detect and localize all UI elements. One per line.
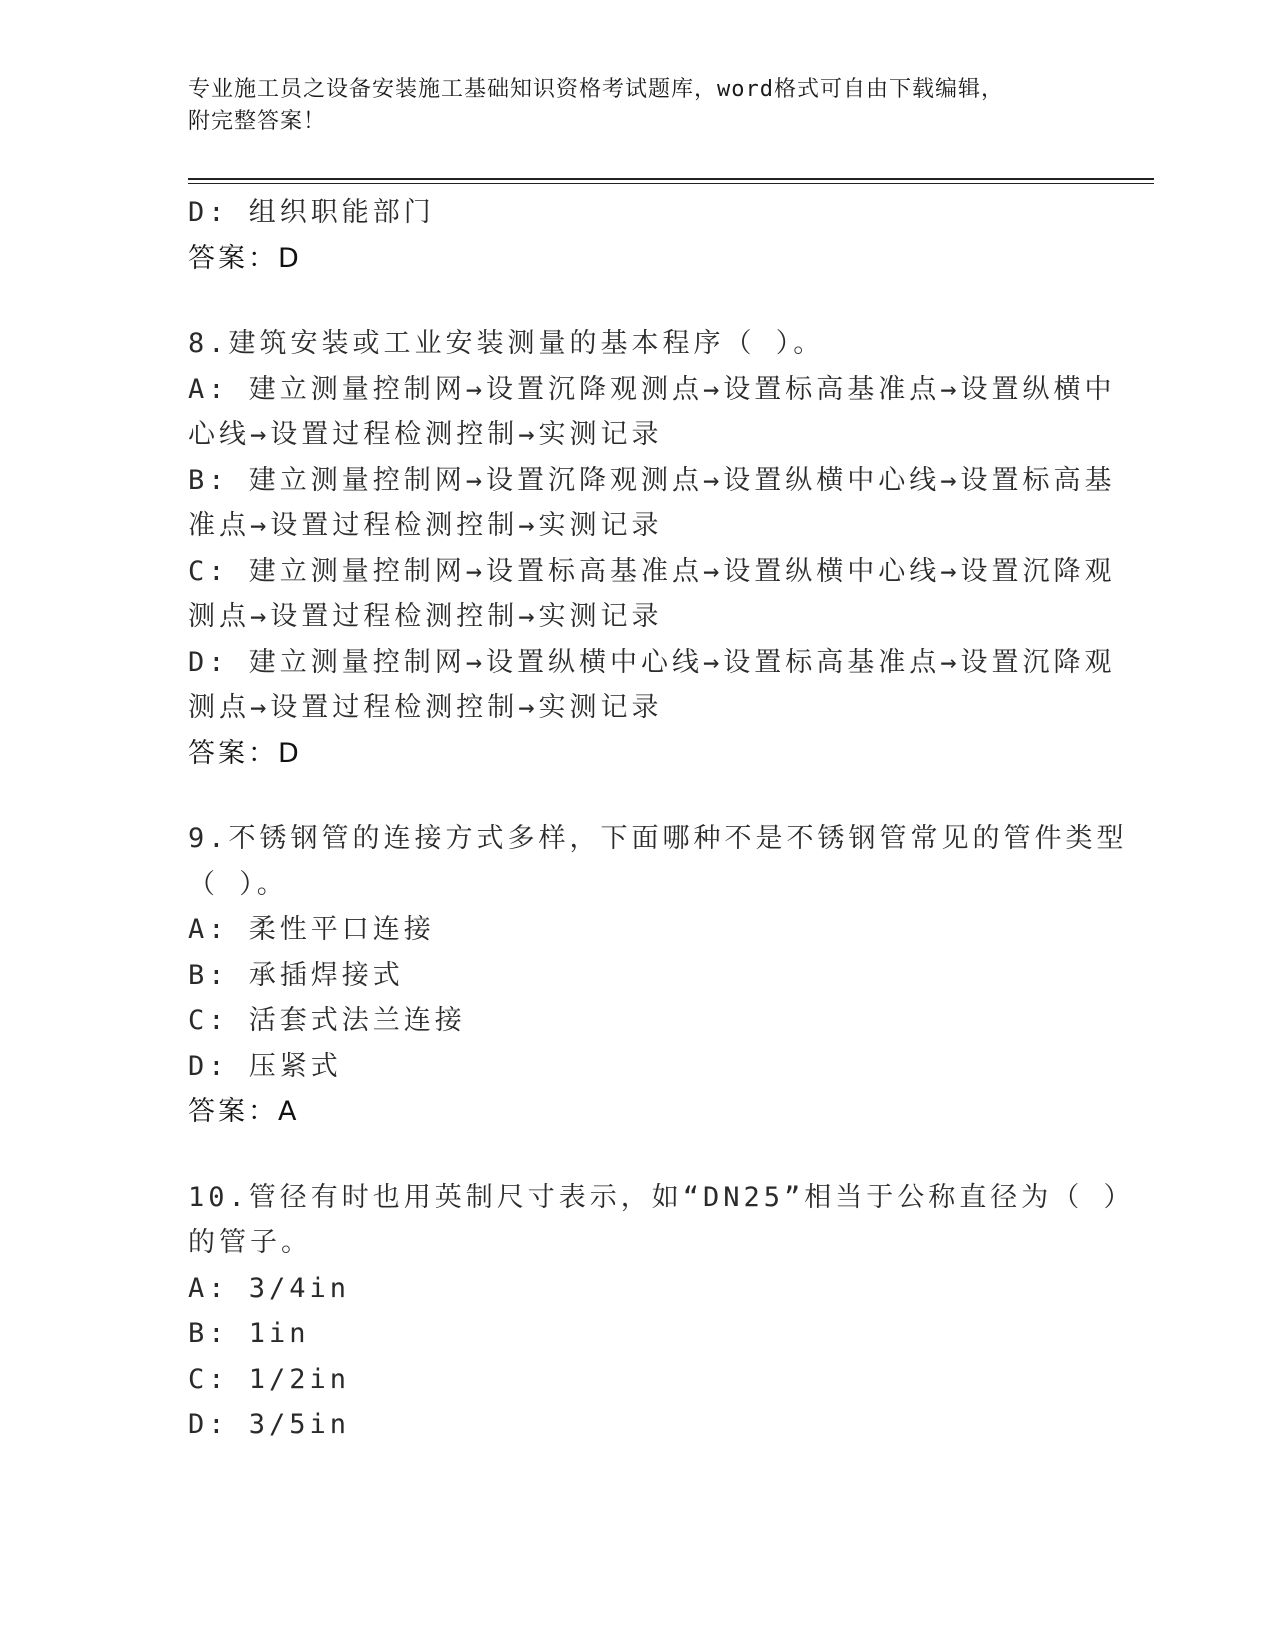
q9-option-d: D: 压紧式 [188,1050,342,1082]
q10-option-c: C: 1/2in [188,1363,351,1395]
header-divider-thin [188,183,1154,184]
q10-option-a: A: 3/4in [188,1272,351,1304]
spacer [188,1135,1088,1175]
q9-option-b: B: 承插焊接式 [188,959,404,991]
header-line-2: 附完整答案！ [188,109,327,134]
q10-option-b: B: 1in [188,1318,310,1349]
q9-option-c: C: 活套式法兰连接 [188,1005,466,1036]
question-10 [188,1175,1135,1448]
q8-option-d-line-1: D: 建立测量控制网→设置纵横中心线→设置标高基准点→设置沉降观 [188,646,1116,678]
q7-answer: 答案：D [188,242,302,274]
document-header [188,74,1068,138]
q8-option-a-line-2: 心线→设置过程检测控制→实测记录 [188,419,663,450]
q8-option-c-line-1: C: 建立测量控制网→设置标高基准点→设置纵横中心线→设置沉降观 [188,555,1116,587]
q8-option-b-line-1: B: 建立测量控制网→设置沉降观测点→设置纵横中心线→设置标高基 [188,464,1116,496]
q10-stem-line-2: 的管子。 [188,1227,312,1258]
question-7-tail [188,190,1088,281]
q8-stem: 8.建筑安装或工业安装测量的基本程序（ ）。 [188,328,825,359]
q8-option-c-line-2: 测点→设置过程检测控制→实测记录 [188,601,663,632]
header-divider-thick [188,178,1154,180]
q9-stem-line-1: 9.不锈钢管的连接方式多样，下面哪种不是不锈钢管常见的管件类型 [188,823,1128,854]
header-line-1: 专业施工员之设备安装施工基础知识资格考试题库，word格式可自由下载编辑， [188,77,1004,102]
q8-option-a-line-1: A: 建立测量控制网→设置沉降观测点→设置标高基准点→设置纵横中 [188,373,1116,405]
spacer [188,776,1088,816]
document-body [188,190,1135,1448]
q9-option-a: A: 柔性平口连接 [188,914,435,945]
q7-option-d: D: 组织职能部门 [188,197,435,228]
q10-option-d: D: 3/5in [188,1409,351,1440]
question-8 [188,321,1116,776]
question-9 [188,816,1128,1135]
q8-answer: 答案：D [188,737,302,769]
q10-stem-line-1: 10.管径有时也用英制尺寸表示，如“DN25”相当于公称直径为（ ） [188,1181,1135,1213]
spacer [188,281,1088,321]
q8-option-d-line-2: 测点→设置过程检测控制→实测记录 [188,692,663,723]
q9-answer: 答案：A [188,1096,300,1127]
q8-option-b-line-2: 准点→设置过程检测控制→实测记录 [188,510,663,541]
q9-stem-line-2: （ ）。 [188,868,288,900]
